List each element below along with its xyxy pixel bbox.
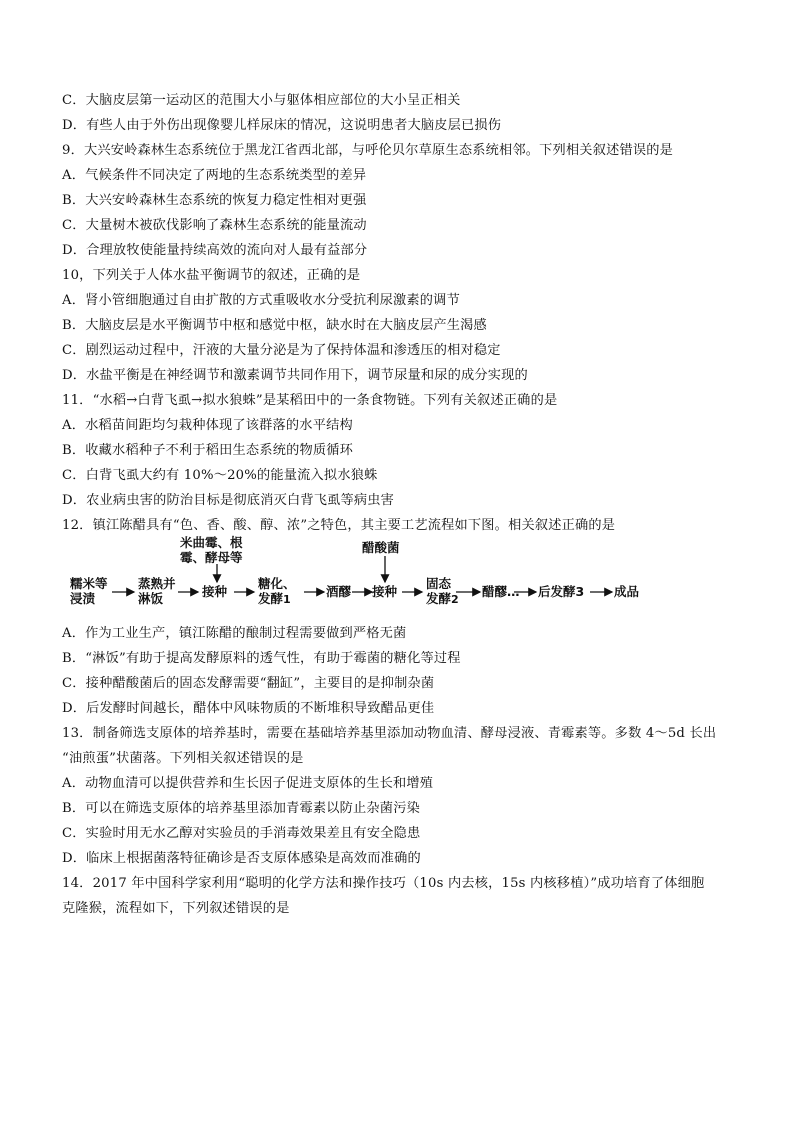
question-9: 9．大兴安岭森林生态系统位于黑龙江省西北部，与呼伦贝尔草原生态系统相邻。下列相关叙述错误的是 [62,143,674,158]
flow-step-soak-2: 浸渍 [70,591,96,606]
question-14: 14．2017 年中国科学家利用“聪明的化学方法和操作技巧（10s 内去核，15s 内核移植）”成功培育了体细胞 [62,876,705,891]
option-line: B．可以在筛选支原体的培养基里添加青霉素以防止杂菌污染 [62,801,420,816]
flow-step-vinegar-mash: 醋醪… [482,584,520,599]
option-line: B．“淋饭”有助于提高发酵原料的透气性，有助于霉菌的糖化等过程 [62,651,461,666]
flow-step-solid-1: 固态 [426,576,452,591]
option-line: D．合理放牧使能量持续高效的流向对人最有益部分 [62,243,368,258]
option-line: D．农业病虫害的防治目标是彻底消灭白背飞虱等病虫害 [62,493,395,508]
option-line: C．实验时用无水乙醇对实验员的手消毒效果差且有安全隐患 [62,826,421,841]
question-11: 11．“水稻→白背飞虱→拟水狼蛛”是某稻田中的一条食物链。下列有关叙述正确的是 [62,393,558,408]
option-line: A．动物血清可以提供营养和生长因子促进支原体的生长和增殖 [62,776,434,791]
option-line: C．接种醋酸菌后的固态发酵需要“翻缸”，主要目的是抑制杂菌 [62,676,435,691]
flow-step-product: 成品 [614,584,640,599]
flow-step-saccharify-2: 发酵1 [258,591,291,606]
flow-step-steam-1: 蒸熟并 [138,576,176,591]
option-line: B．大脑皮层是水平衡调节中枢和感觉中枢，缺水时在大脑皮层产生渴感 [62,318,487,333]
flow-step-soak-1: 糯米等 [70,576,108,591]
process-flow-diagram [62,536,662,616]
text-line: “油煎蛋”状菌落。下列相关叙述错误的是 [62,751,304,766]
flow-step-inoculate-1: 接种 [202,584,228,599]
flow-step-inoculate-2: 接种 [372,584,398,599]
flow-label-acetobacter: 醋酸菌 [362,540,400,555]
flow-label-microbes-1: 米曲霉、根 [180,535,243,550]
option-line: B．大兴安岭森林生态系统的恢复力稳定性相对更强 [62,193,367,208]
option-line: D．临床上根据菌落特征确诊是否支原体感染是高效而准确的 [62,851,421,866]
text-line: D．有些人由于外伤出现像婴儿样尿床的情况，这说明患者大脑皮层已损伤 [62,118,502,133]
option-line: D．水盐平衡是在神经调节和激素调节共同作用下，调节尿量和尿的成分实现的 [62,368,528,383]
option-line: B．收藏水稻种子不利于稻田生态系统的物质循环 [62,443,354,458]
option-line: A．水稻苗间距均匀栽种体现了该群落的水平结构 [62,418,353,433]
question-10: 10，下列关于人体水盐平衡调节的叙述，正确的是 [62,268,361,283]
option-line: C．大量树木被砍伐影响了森林生态系统的能量流动 [62,218,367,233]
text-line: 克隆猴，流程如下，下列叙述错误的是 [62,901,290,916]
option-line: A．作为工业生产，镇江陈醋的酿制过程需要做到严格无菌 [62,626,407,641]
option-line: A．肾小管细胞通过自由扩散的方式重吸收水分受抗利尿激素的调节 [62,293,460,308]
question-12: 12．镇江陈醋具有“色、香、酸、醇、浓”之特色，其主要工艺流程如下图。相关叙述正确的是 [62,518,616,533]
flow-step-post-ferment: 后发酵3 [538,584,585,599]
flow-step-steam-2: 淋饭 [138,591,164,606]
option-line: C．白背飞虱大约有 10%～20%的能量流入拟水狼蛛 [62,468,378,483]
question-13: 13．制备筛选支原体的培养基时，需要在基础培养基里添加动物血清、酵母浸液、青霉素等。多数 4～5d 长出 [62,726,717,741]
text-line: C．大脑皮层第一运动区的范围大小与躯体相应部位的大小呈正相关 [62,93,461,108]
option-line: C．剧烈运动过程中，汗液的大量分泌是为了保持体温和渗透压的相对稳定 [62,343,501,358]
flow-step-solid-2: 发酵2 [426,591,459,606]
option-line: A．气候条件不同决定了两地的生态系统类型的差异 [62,168,367,183]
flow-step-wine-mash: 酒醪 [326,584,352,599]
option-line: D．后发酵时间越长，醋体中风味物质的不断堆积导致醋品更佳 [62,701,435,716]
flow-step-saccharify-1: 糖化、 [258,576,296,591]
flow-label-microbes-2: 霉、酵母等 [180,550,243,565]
